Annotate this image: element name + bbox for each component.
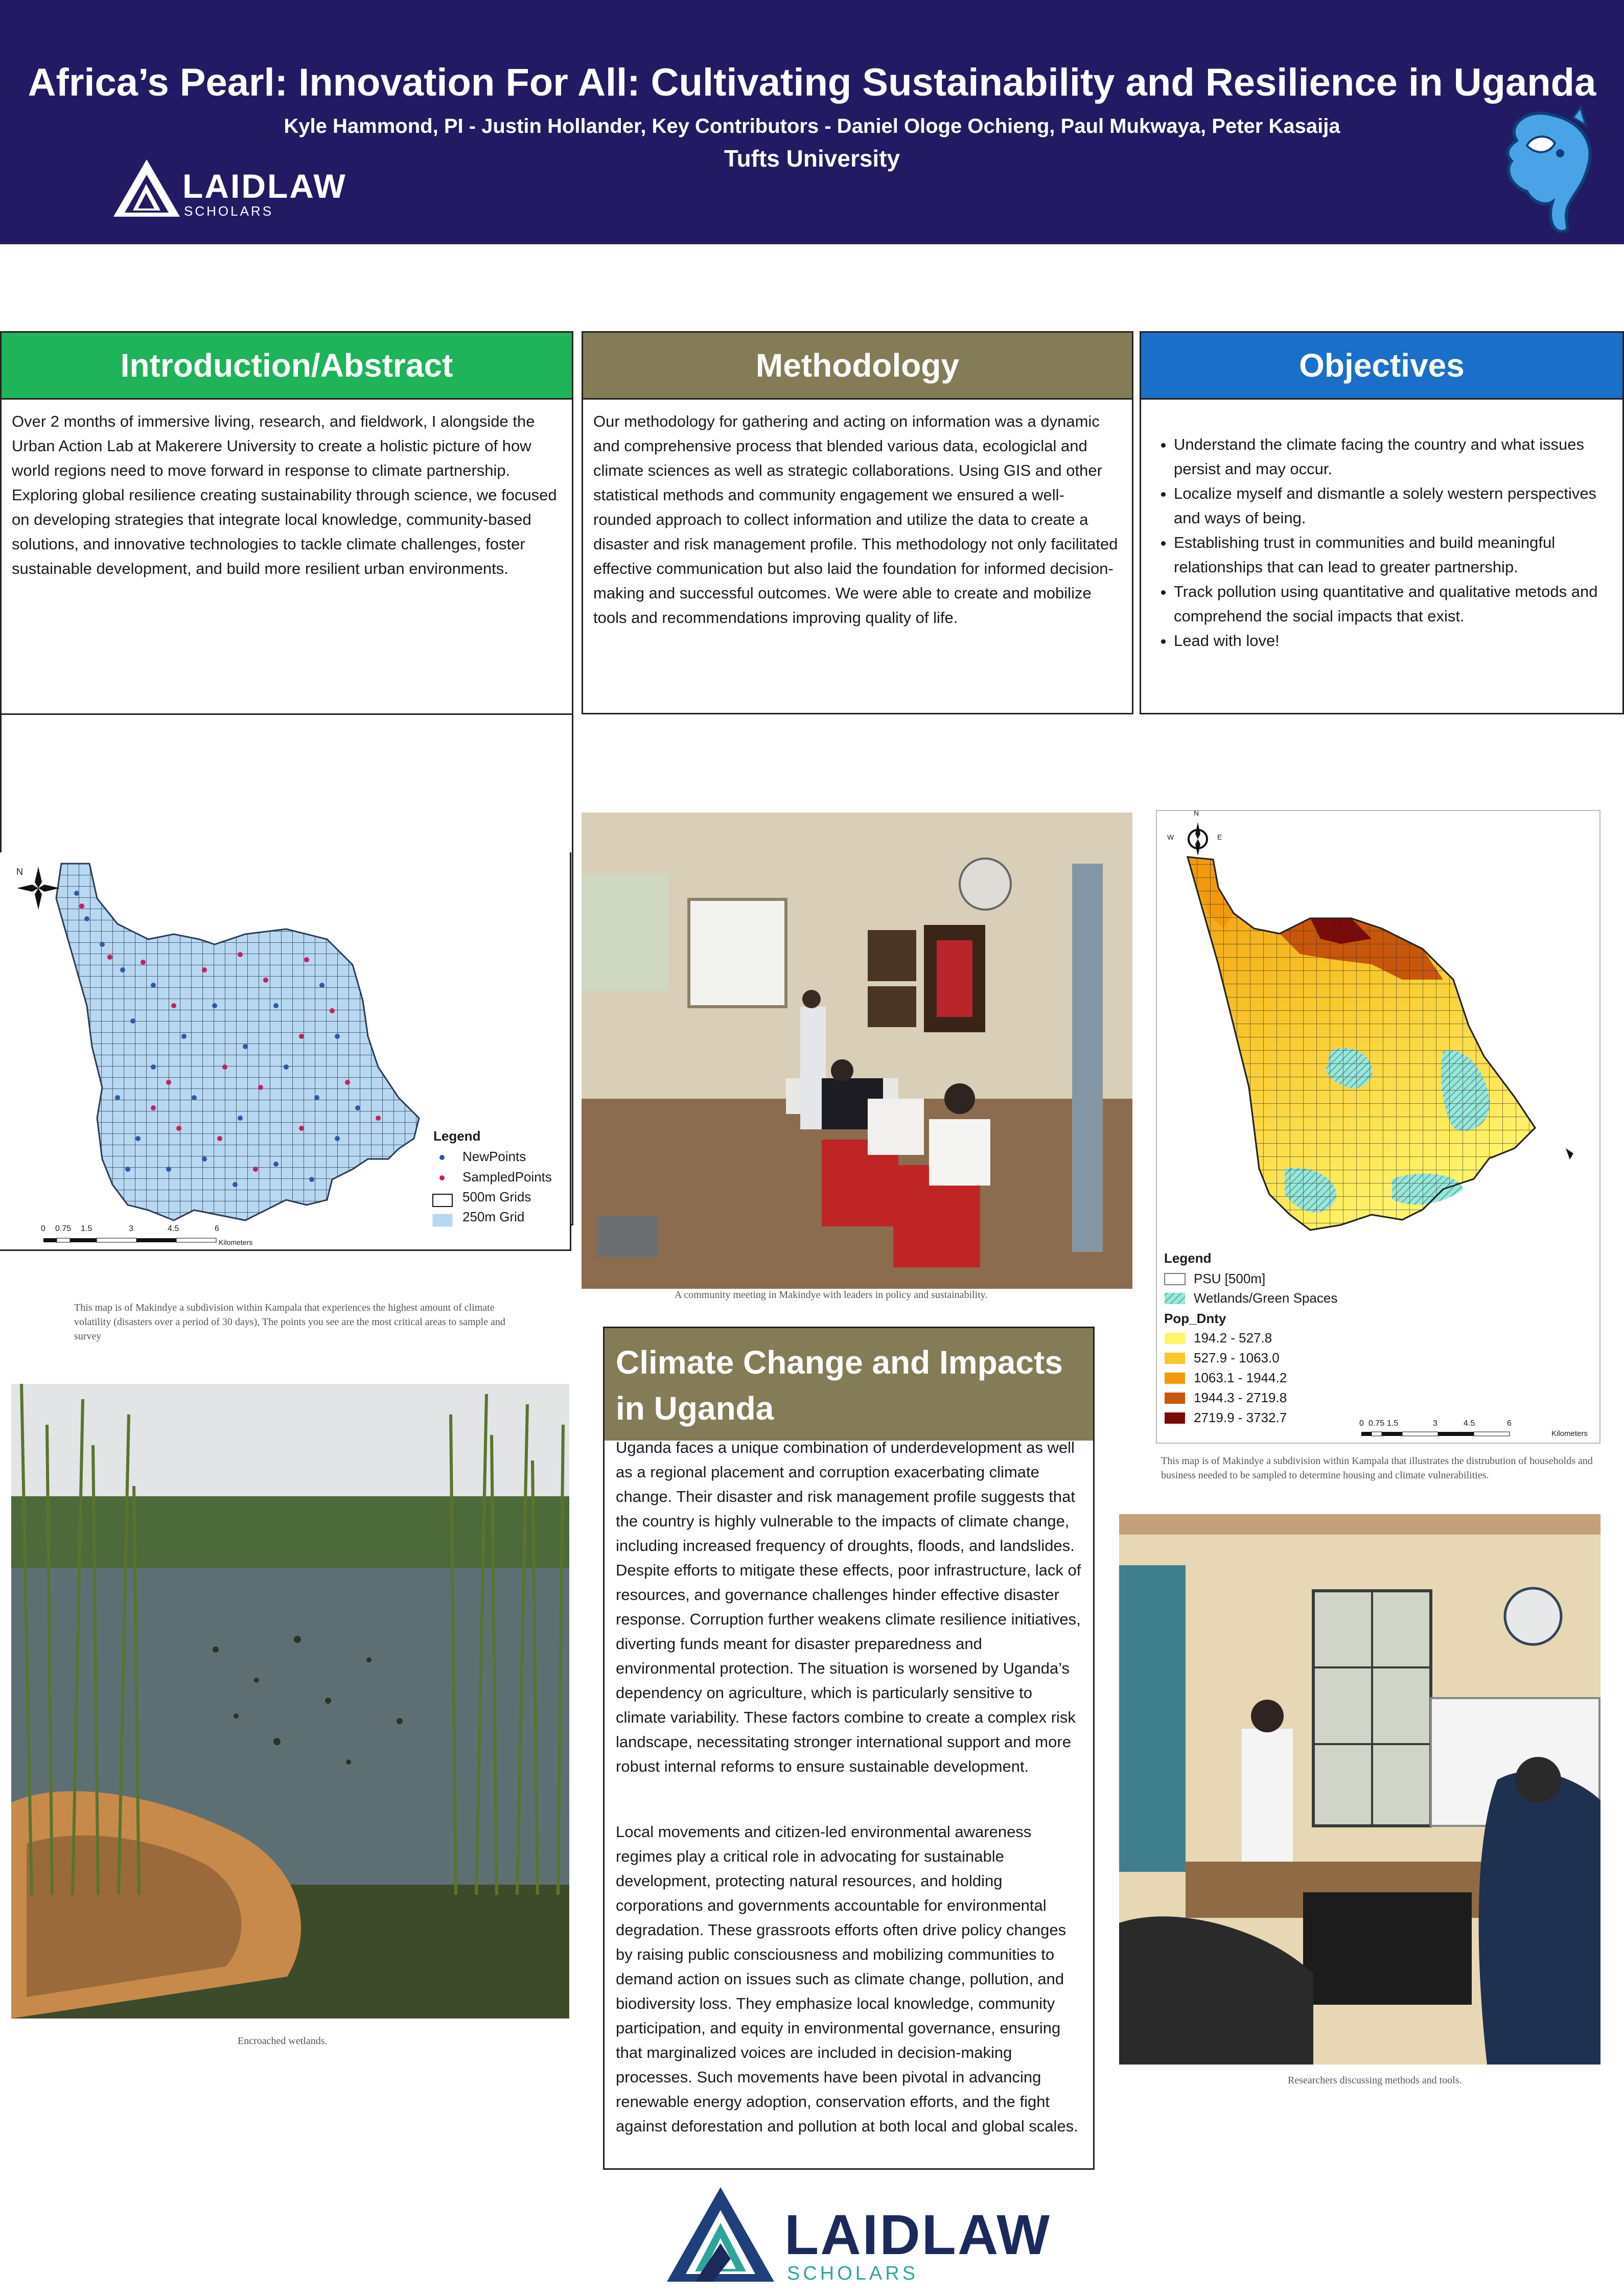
intro-divider: [2, 713, 572, 715]
map1-caption: This map is of Makindye a subdivision within Kampala that experiences the highest amount of climate volatility (disasters over a period of 30 days), The points you see are the most critical areas to sample and survey: [74, 1302, 505, 1342]
objective-item: • Lead with love!: [1174, 629, 1607, 653]
intro-body: Over 2 months of immersive living, research, and fieldwork, I alongside the Urban Action Lab at Makerere University to create a holistic picture of how world regions need to move forward in response to climate partnership. Exploring global resilience creating sustainability through science, we focused on developing strategies that integrate local knowledge, community-based solutions, and innovative technologies to tackle climate challenges, foster sustainable development, and build more resilient urban environments.: [12, 412, 557, 577]
map1-legend-item: 500m Grids: [462, 1189, 531, 1204]
map2-scale-bar: [1361, 1432, 1510, 1436]
tufts-jumbo-icon: [1496, 105, 1598, 233]
climate-panel: [603, 1327, 1095, 2170]
map2-scale-tick: 0.75: [1368, 1419, 1385, 1428]
map2-east-label: E: [1217, 833, 1222, 841]
objectives-panel: [1140, 331, 1624, 714]
map2-legend-item: Wetlands/Green Spaces: [1194, 1290, 1338, 1306]
map1-scale-tick: 0: [41, 1224, 45, 1233]
methodology-heading: Methodology: [583, 333, 1132, 400]
map2-west-label: W: [1167, 833, 1174, 841]
objective-item: • Establishing trust in communities and build meaningful relationships that can lead to greater partnership.: [1174, 530, 1607, 579]
methodology-panel: [582, 331, 1133, 714]
objectives-heading: Objectives: [1141, 333, 1622, 400]
compass-icon: [1189, 822, 1207, 856]
population-density-map: [1156, 810, 1600, 1444]
climate-paragraph: Uganda faces a unique combination of underdevelopment as well as a regional placement and corruption exacerbating climate change. Their disaster and risk management profile suggests that the country is highly vulnerable to the impacts of climate change, including increased frequency of droughts, floods, and landslides. Despite efforts to mitigate these effects, poor infrastructure, lack of resources, and governance challenges hinder effective disaster response. Corruption further weakens climate resilience initiatives, diverting funds meant for disaster preparedness and environmental protection. The situation is worsened by Uganda’s dependency on agriculture, which is particularly sensitive to climate variability. These factors combine to create a complex risk landscape, necessitating stronger international support and more robust internal reforms to ensure sustainable development.: [616, 1439, 1081, 1775]
map1-north-label: N: [16, 867, 23, 877]
laidlaw-logo-bottom: [664, 2182, 1052, 2284]
poster-title: Africa’s Pearl: Innovation For All: Cultivating Sustainability and Resilience in Uganda: [28, 61, 1596, 104]
scale-bar: [43, 1238, 216, 1242]
map2-scale-tick: 6: [1507, 1419, 1512, 1428]
map1-legend-title: Legend: [433, 1128, 481, 1144]
pop-class: 1063.1 - 1944.2: [1194, 1370, 1287, 1385]
map2-legend-title: Legend: [1164, 1250, 1212, 1266]
logo-sub: SCHOLARS: [787, 2263, 919, 2284]
pop-class: 1944.3 - 2719.8: [1194, 1390, 1287, 1405]
pop-class: 527.9 - 1063.0: [1194, 1350, 1280, 1365]
map1-legend-item: 250m Grid: [462, 1209, 525, 1224]
map2-scale-tick: 3: [1433, 1419, 1437, 1428]
climate-paragraph: Local movements and citizen-led environmental awareness regimes play a critical role in advocating for sustainable development, protecting natural resources, and holding corporations and governments accountable for environmental degradation. These grassroots efforts often drive policy changes by raising public consciousness and mobilizing communities to demand action on issues such as climate change, pollution, and biodiversity loss. They emphasize local knowledge, community participation, and equity in environmental governance, ensuring that marginalized voices are included in decision-making processes. Such movements have been pivotal in advancing renewable energy adoption, conservation efforts, and the fight against deforestation and pollution at both local and global scales.: [616, 1823, 1078, 2135]
intro-heading: Introduction/Abstract: [2, 333, 572, 400]
pop-class: 2719.9 - 3732.7: [1194, 1410, 1287, 1425]
objectives-list: [1156, 432, 1607, 653]
laidlaw-mark-icon: [113, 159, 180, 218]
laidlaw-mark-icon: [664, 2182, 777, 2284]
methodology-body: Our methodology for gathering and acting on information was a dynamic and comprehensive process that blended various data, ecologiclal and climate sciences as well as strategic collaborations. Using GIS and other statistical methods and community engagement we ensured a well-rounded approach to collect information and utilize the data to create a disaster and risk management profile. This methodology not only facilitated effective communication but also laid the foundation for informed decision-making and successful outcomes. We were able to create and mobilize tools and recommendations improving quality of life.: [593, 412, 1118, 627]
laidlaw-logo: [113, 157, 347, 224]
researchers-caption: Researchers discussing methods and tools.: [1288, 2075, 1462, 2086]
community-meeting-photo: [582, 813, 1132, 1289]
affiliation: Tufts University: [724, 145, 900, 172]
logo-word: LAIDLAW: [182, 167, 347, 205]
map2-north-label: N: [1194, 809, 1199, 817]
pop-class: 194.2 - 527.8: [1194, 1330, 1272, 1346]
objective-item: • Understand the climate facing the country and what issues persist and may occur.: [1174, 432, 1607, 481]
wetlands-caption: Encroached wetlands.: [238, 2035, 328, 2047]
authors: Kyle Hammond, PI - Justin Hollander, Key Contributors - Daniel Ologe Ochieng, Paul Mukwaya, Peter Kasaija: [284, 115, 1340, 137]
meeting-caption: A community meeting in Makindye with leaders in policy and sustainability.: [675, 1289, 988, 1301]
sampling-map: [0, 852, 571, 1251]
logo-sub: SCHOLARS: [184, 203, 274, 219]
map2-scale-tick: 4.5: [1464, 1419, 1475, 1428]
north-arrow-icon: [17, 867, 60, 910]
map2-scale-tick: 0: [1359, 1419, 1364, 1428]
map1-scale-tick: 1.5: [81, 1224, 92, 1233]
map1-legend-item: NewPoints: [462, 1149, 526, 1164]
map2-scale-unit: Kilometers: [1551, 1429, 1588, 1438]
researchers-photo: [1119, 1514, 1600, 2065]
objective-item: • Localize myself and dismantle a solely western perspectives and ways of being.: [1174, 481, 1607, 530]
legend-swatches: [433, 1155, 452, 1226]
map2-scale-tick: 1.5: [1387, 1419, 1399, 1428]
map1-scale-unit: Kilometers: [219, 1238, 253, 1246]
map1-scale-tick: 6: [215, 1224, 219, 1233]
map2-legend-item: PSU [500m]: [1194, 1271, 1266, 1286]
climate-heading: Climate Change and Impacts in Uganda: [605, 1328, 1093, 1441]
logo-word: LAIDLAW: [784, 2204, 1052, 2266]
objective-item: • Track pollution using quantitative and qualitative metods and comprehend the social impacts that exist.: [1174, 579, 1607, 629]
map2-pop-title: Pop_Dnty: [1164, 1311, 1226, 1326]
map2-caption: This map is of Makindye a subdivision within Kampala that illustrates the distrubution of households and business needed to be sampled to determine housing and climate vulnerabilities.: [1161, 1455, 1593, 1481]
map1-scale-tick: 3: [129, 1224, 133, 1233]
wetlands-photo: [11, 1384, 569, 2019]
map1-legend-item: SampledPoints: [462, 1169, 552, 1185]
map1-scale-tick: 0.75: [55, 1224, 72, 1233]
map2-legend-swatches: [1165, 1273, 1185, 1424]
map1-scale-tick: 4.5: [168, 1224, 179, 1233]
climate-body: [616, 1435, 1083, 2179]
